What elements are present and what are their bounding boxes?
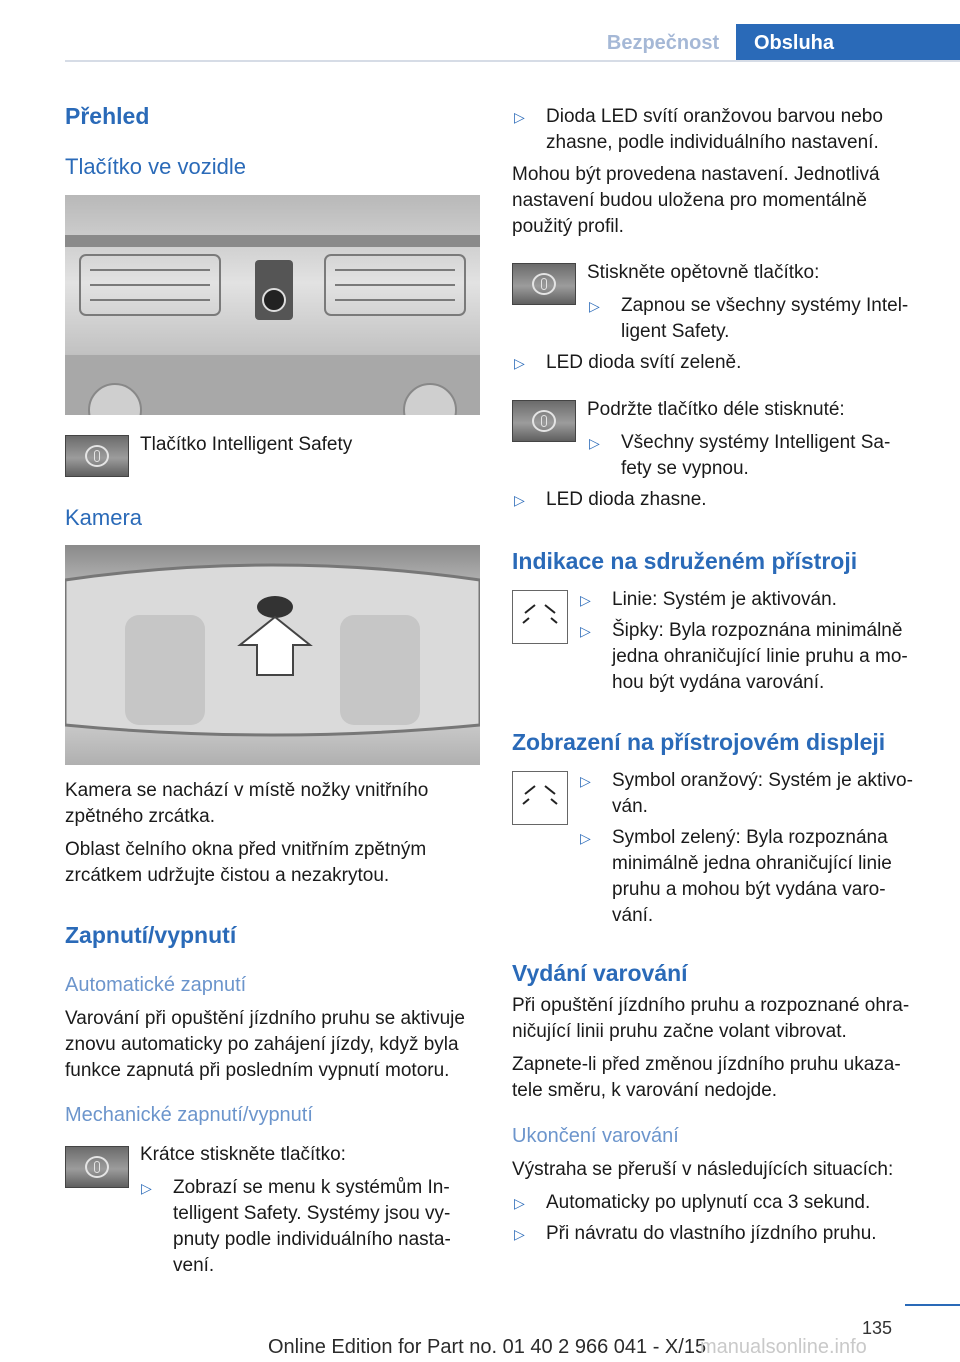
hold-bullet-1b: fety se vypnou. [621,458,749,479]
lane-departure-icon [512,771,568,825]
page-number: 135 [862,1318,893,1338]
warning-text-1b: ničující linii pruhu začne volant vibrovat. [512,1021,847,1042]
triangle-bullet-icon: ▷ [580,623,591,639]
lane-departure-icon [512,590,568,644]
triangle-bullet-icon: ▷ [580,830,591,846]
auto-text-1: Varování při opuštění jízdního pruhu se aktivuje [65,1008,465,1029]
manual-bullet-1d: vení. [173,1255,215,1276]
intelligent-safety-button-icon [512,263,576,305]
triangle-bullet-icon: ▷ [141,1180,152,1196]
tab-safety[interactable]: Bezpečnost [606,32,720,54]
warning-text-2a: Zapnete-li před změnou jízdního pruhu ukaza‐ [512,1054,901,1075]
display-bullet-1b: ván. [612,796,648,817]
display-bullet-2b: minimálně jedna ohraničující linie [612,853,892,874]
triangle-bullet-icon: ▷ [589,435,600,451]
camera-text-1a: Kamera se nachází v místě nožky vnitřního [65,780,429,801]
auto-text-3: funkce zapnutá při posledním vypnutí motoru. [65,1060,450,1081]
warning-text-2b: tele směru, k varování nedojde. [512,1080,778,1101]
dashboard-illustration [65,195,480,415]
warning-end-bullet-2: Při návratu do vlastního jízdního pruhu. [546,1223,877,1244]
button-caption: Tlačítko Intelligent Safety [140,434,353,455]
heading-on-off: Zapnutí/vypnutí [65,922,237,948]
intelligent-safety-button-icon [65,1146,129,1188]
display-bullet-2a: Symbol zelený: Byla rozpoznána [612,827,888,848]
cluster-bullet-1: Linie: Systém je aktivován. [612,589,837,610]
heading-display-indication: Zobrazení na přístrojovém displeji [512,729,886,755]
triangle-bullet-icon: ▷ [514,492,525,508]
camera-illustration [65,545,480,765]
display-bullet-2c: pruhu a mohou být vydána varo‐ [612,879,886,900]
dashboard-button-photo [65,195,480,415]
triangle-bullet-icon: ▷ [514,109,525,125]
triangle-bullet-icon: ▷ [580,592,591,608]
display-bullet-1a: Symbol oranžový: Systém je aktivo‐ [612,770,913,791]
warning-end-intro: Výstraha se přeruší v následujících situacích: [512,1159,894,1180]
auto-text-2: znovu automaticky po zahájení jízdy, když byla [65,1034,459,1055]
settings-text-1: Mohou být provedena nastavení. Jednotlivá [512,164,880,185]
manual-bullet-1b: telligent Safety. Systémy jsou vy‐ [173,1203,451,1224]
heading-warning-end: Ukončení varování [512,1125,679,1147]
hold-text: Podržte tlačítko déle stisknuté: [587,399,845,420]
manual-bullet-1a: Zobrazí se menu k systémům In‐ [173,1177,450,1198]
tab-operation[interactable]: Obsluha [736,24,960,62]
edition-footer: Online Edition for Part no. 01 40 2 966 041 - X/15 [268,1336,707,1358]
triangle-bullet-icon: ▷ [514,355,525,371]
warning-end-bullet-1: Automaticky po uplynutí cca 3 sekund. [546,1192,871,1213]
camera-text-2b: zrcátkem udržujte čistou a nezakrytou. [65,865,390,886]
watermark: manualsonline.info [700,1336,867,1358]
camera-text-2a: Oblast čelního okna před vnitřním zpětným [65,839,427,860]
camera-text-1b: zpětného zrcátka. [65,806,215,827]
triangle-bullet-icon: ▷ [589,298,600,314]
cluster-bullet-2a: Šipky: Byla rozpoznána minimálně [612,620,903,641]
intelligent-safety-button-icon [65,435,129,477]
heading-auto-on: Automatické zapnutí [65,974,247,996]
triangle-bullet-icon: ▷ [580,773,591,789]
warning-text-1a: Při opuštění jízdního pruhu a rozpoznané ohra‐ [512,995,910,1016]
triangle-bullet-icon: ▷ [514,1195,525,1211]
settings-text-3: použitý profil. [512,216,624,237]
heading-manual-on-off: Mechanické zapnutí/vypnutí [65,1104,313,1126]
heading-button-in-vehicle: Tlačítko ve vozidle [65,154,246,179]
led-bullet-1b: zhasne, podle individuálního nastavení. [546,132,879,153]
manual-bullet-1c: pnuty podle individuálního nasta‐ [173,1229,451,1250]
press-bullet-1b: ligent Safety. [621,321,730,342]
hold-bullet-1a: Všechny systémy Intelligent Sa‐ [621,432,891,453]
led-off-text: LED dioda zhasne. [546,489,707,510]
cluster-bullet-2b: jedna ohraničující linie pruhu a mo‐ [612,646,908,667]
manual-intro: Krátce stiskněte tlačítko: [140,1144,346,1165]
led-bullet-1a: Dioda LED svítí oranžovou barvou nebo [546,106,883,127]
heading-overview: Přehled [65,103,150,129]
display-bullet-2d: vání. [612,905,654,926]
settings-text-2: nastavení budou uložena pro momentálně [512,190,867,211]
press-again-text: Stiskněte opětovně tlačítko: [587,262,820,283]
footer-rule [905,1304,960,1306]
led-green-text: LED dioda svítí zeleně. [546,352,742,373]
camera-location-photo [65,545,480,765]
triangle-bullet-icon: ▷ [514,1226,525,1242]
heading-camera: Kamera [65,505,143,530]
header-rule [65,60,960,62]
heading-cluster-indication: Indikace na sdruženém přístroji [512,548,858,574]
press-bullet-1a: Zapnou se všechny systémy Intel‐ [621,295,909,316]
cluster-bullet-2c: hou být vydána varování. [612,672,825,693]
intelligent-safety-button-icon [512,400,576,442]
heading-warning: Vydání varování [512,960,688,986]
